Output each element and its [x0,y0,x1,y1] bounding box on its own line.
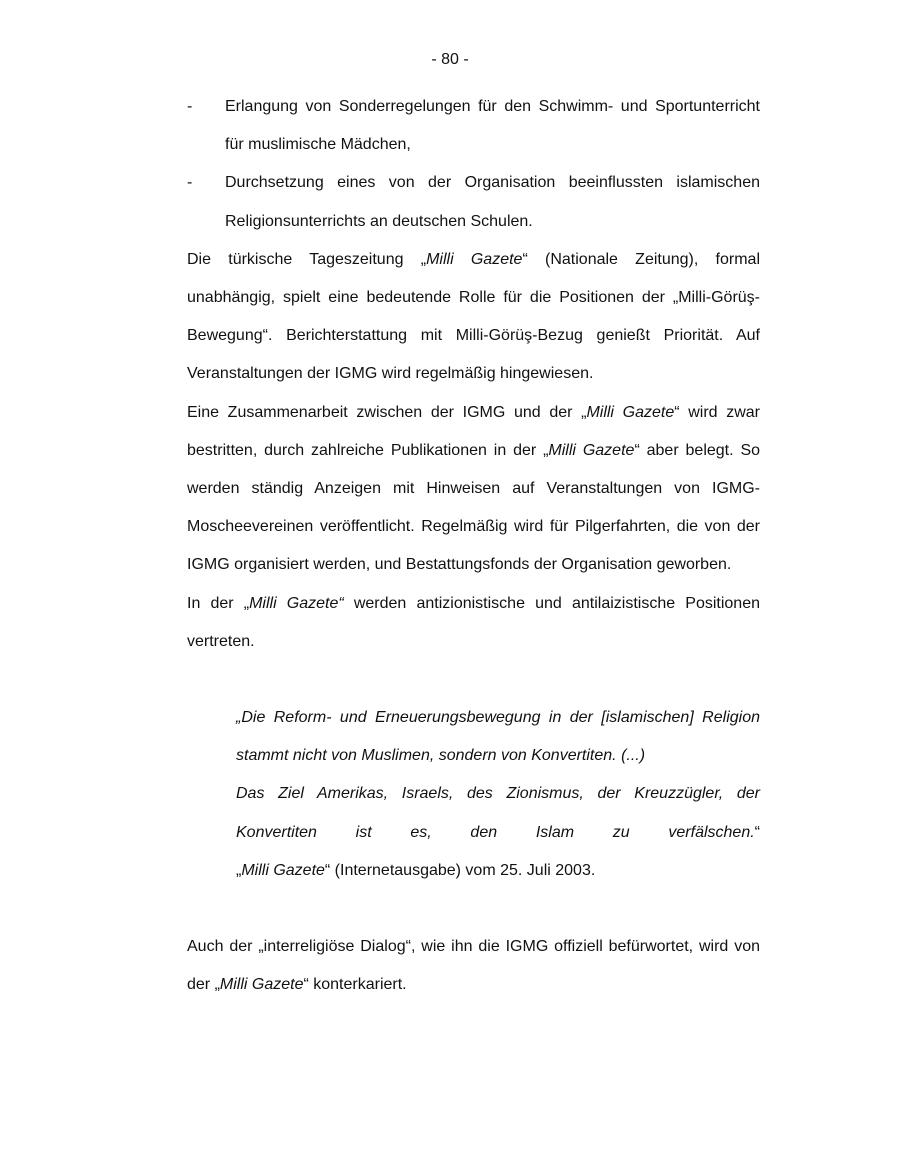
newspaper-name: Milli Gazete [548,441,635,459]
text-run: “ [754,823,760,841]
text-run: “ (Internetausgabe) vom 25. Juli 2003. [324,861,596,879]
list-item-text: Erlangung von Sonderregelungen für den Schwimm- und Sportunterricht für muslimische Mädchen, [225,98,760,154]
list-item [187,88,760,164]
text-run: “ wird zwar bestritten, durch zahlreiche Publikationen in der „ [187,403,760,459]
quote-line: „Die Reform- und Erneuerungsbewegung in der [islamischen] Religion stammt nicht von Muslimen, sondern von Konvertiten. (...) [236,709,760,765]
paragraph-positions [187,585,760,661]
text-run: In der „ [187,594,250,612]
list-dash: - [187,174,193,192]
text-run: Auch der „interreligiöse Dialog“, wie ihn die IGMG offiziell befürwortet, wird von der „ [187,938,760,994]
newspaper-name: Milli Gazete [586,403,675,421]
text-run: Das Ziel Amerikas, Israels, des Zionismus, der Kreuzzügler, der Konvertiten ist es, den Islam zu verfälschen. [236,785,760,841]
text-run: “ konterkariert. [303,976,407,994]
list-item [187,164,760,240]
newspaper-name: Milli Gazete [219,976,304,994]
list-item-text: Durchsetzung eines von der Organisation beeinflussten islamischen Religionsunterrichts an deutschen Schulen. [225,174,760,230]
text-run: „ [236,861,242,879]
paragraph-milli-gazete-intro [187,241,760,394]
text-run: werden antizionistische und antilaizistische Positionen vertreten. [187,594,760,650]
quote-line [236,775,760,851]
newspaper-name: Milli Gazete [241,861,325,879]
quote-source [236,852,760,890]
text-run: Die türkische Tageszeitung „ [187,250,427,268]
newspaper-name: Milli Gazete“ [249,594,344,612]
newspaper-name: Milli Gazete [426,250,523,268]
list-dash: - [187,98,193,115]
paragraph-dialog [187,928,760,1004]
document-body [187,88,760,1004]
page-number: - 80 - [431,51,469,68]
paragraph-cooperation [187,394,760,585]
text-run: “ aber belegt. So werden ständig Anzeigen mit Hinweisen auf Veranstaltungen von IGMG-Moscheevereinen veröffentlicht. Regelmäßig wird für Pilgerfahrten, die von der IGMG organisiert werden, und Bestattungsfonds der Organisation geworben. [187,441,761,574]
block-quote [236,699,760,890]
text-run: “ (Nationale Zeitung), formal unabhängig, spielt eine bedeutende Rolle für die Positionen der „Milli-Görüş-Bewegung“. Berichterstattung mit Milli-Görüş-Bezug genießt Priorität. Auf Veranstaltungen der IGMG wird regelmäßig hingewiesen. [187,250,761,383]
text-run: Eine Zusammenarbeit zwischen der IGMG und der „ [187,403,587,421]
